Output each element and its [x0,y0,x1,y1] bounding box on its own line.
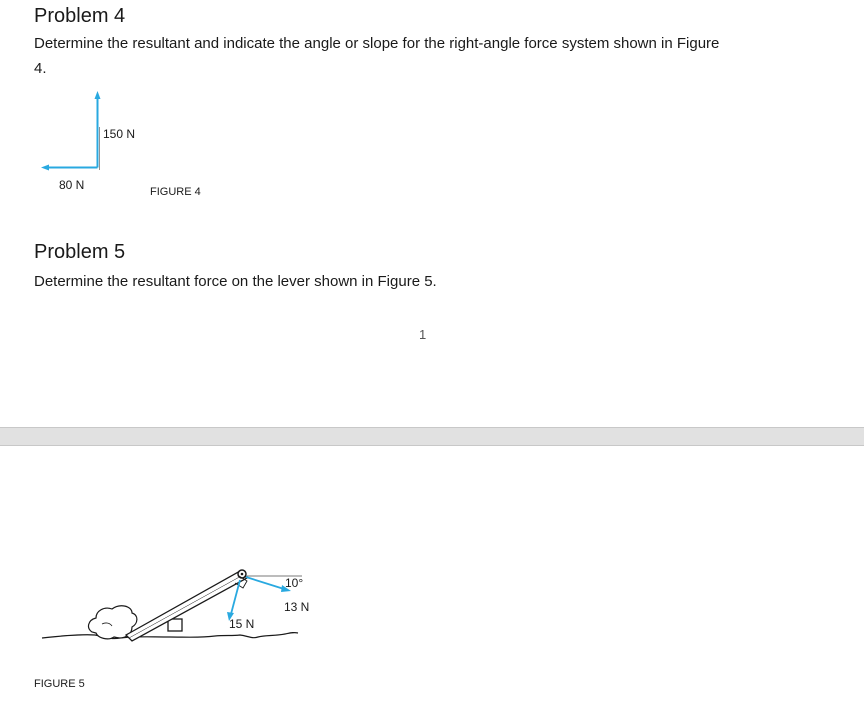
figure-5-caption: FIGURE 5 [34,678,85,690]
problem-4-title: Problem 4 [34,5,126,27]
problem-5-text: Determine the resultant force on the lever shown in Figure 5. [34,273,437,290]
ground-line [42,633,298,639]
force-15-label: 15 N [229,617,255,631]
page-number: 1 [419,327,427,342]
problem-4-text-line-1: Determine the resultant and indicate the angle or slope for the right-angle force system shown in Figure [34,35,720,52]
lever-pin-dot [241,573,244,576]
page-break [0,427,864,446]
lever-inner-line [129,575,243,638]
figure-4-diagram [30,85,150,205]
page-2 [0,446,864,716]
angle-10-label: 10° [285,576,304,590]
force-150-label: 150 N [103,127,136,141]
problem-5-title: Problem 5 [34,241,126,263]
force-150-arrowhead [95,91,101,99]
force-80-label: 80 N [59,178,85,192]
force-13-label: 13 N [284,600,310,614]
force-13-line [246,577,284,589]
figure-4-caption: FIGURE 4 [150,186,201,198]
force-80-arrowhead [41,165,49,171]
problem-4-text-line-2: 4. [34,60,47,77]
